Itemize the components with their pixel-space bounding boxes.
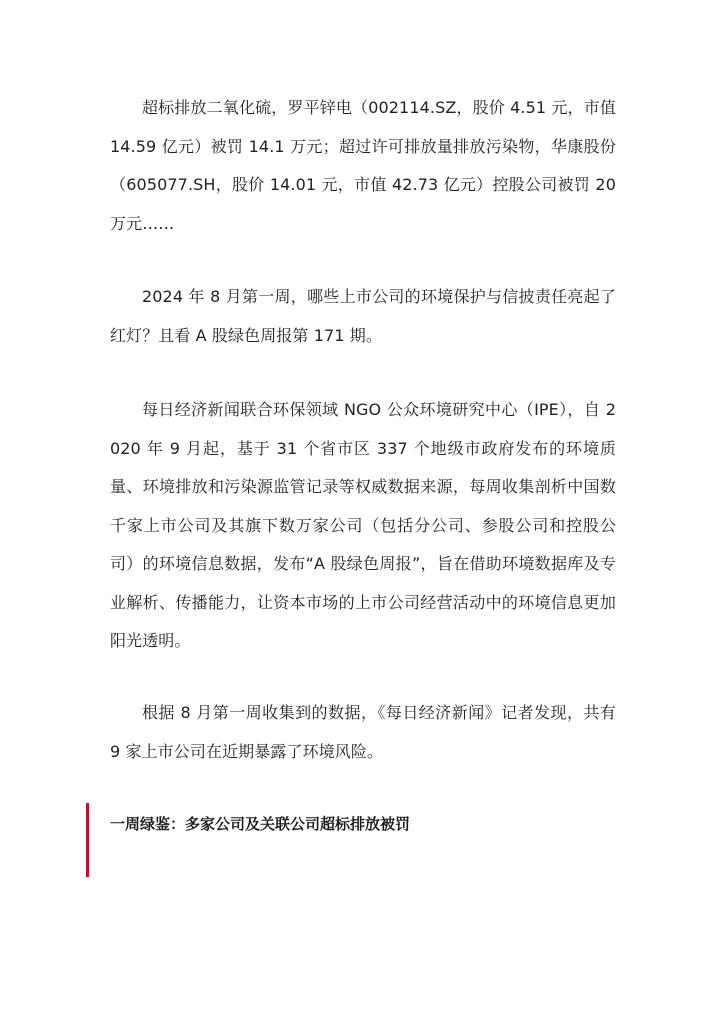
section-title: 一周绿鉴：多家公司及关联公司超标排放被罚 [110,815,411,833]
paragraph-findings: 根据 8 月第一周收集到的数据，《每日经济新闻》记者发现，共有 9 家上市公司在近期暴露了环境风险。 [110,703,616,761]
paragraph-weekly-question: 2024 年 8 月第一周，哪些上市公司的环境保护与信披责任亮起了红灯？且看 A 股绿色周报第 171 期。 [110,287,616,345]
paragraph-penalties-intro: 超标排放二氧化硫，罗平锌电（002114.SZ，股价 4.51 元，市值 14.59 亿元）被罚 14.1 万元；超过许可排放量排放污染物，华康股份（605077.SH，股价 14.01 元，市值 42.73 亿元）控股公司被罚 20 万元…… [110,98,616,233]
paragraph-ipe-background: 每日经济新闻联合环保领域 NGO 公众环境研究中心（IPE），自 2020 年 9 月起，基于 31 个省市区 337 个地级市政府发布的环境质量、环境排放和污染源监管记录等权威数据来源，每周收集剖析中国数千家上市公司及其旗下数万家公司（包括分公司、参股公司和控股公司）的环境信息数据，发布“A 股绿色周报”，旨在借助环境数据库及专业解析、传播能力，让资本市场的上市公司经营活动中的环境信息更加阳光透明。 [110,400,616,650]
section-heading [86,803,626,877]
section-accent-bar [86,803,89,877]
